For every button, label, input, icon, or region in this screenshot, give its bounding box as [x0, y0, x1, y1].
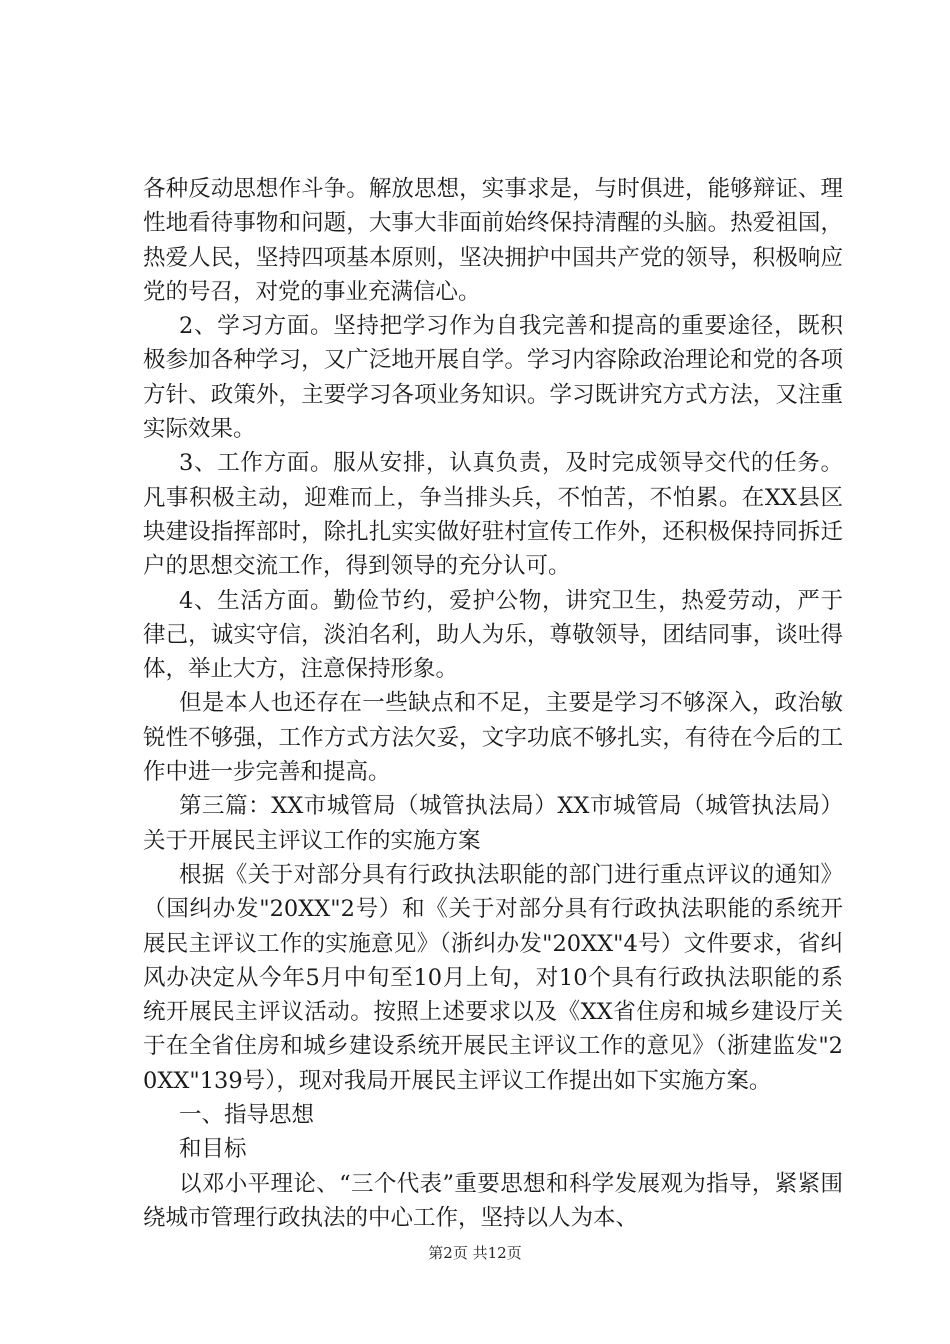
paragraph: 根据《关于对部分具有行政执法职能的部门进行重点评议的通知》（国纠办发"20XX"2号）和《关于对部分具有行政执法职能的系统开展民主评议工作的实施意见》（浙纠办发"20XX"4号）文件要求，省纠风办决定从今年5月中旬至10月上旬，对10个具有行政执法职能的系统开展民主评议活动。按照上述要求以及《XX省住房和城乡建设厅关于在全省住房和城乡建设系统开展民主评议工作的意见》（浙建监发"20XX"139号），现对我局开展民主评议工作提出如下实施方案。	[143, 861, 843, 1094]
paragraph: 2、学习方面。坚持把学习作为自我完善和提高的重要途径，既积极参加各种学习，又广泛地开展自学。学习内容除政治理论和党的各项方针、政策外，主要学习各项业务知识。学习既讲究方式方法，又注重实际效果。	[143, 313, 843, 443]
subheading: 一、指导思想	[179, 1102, 315, 1129]
paragraph: 各种反动思想作斗争。解放思想，实事求是，与时俱进，能够辩证、理性地看待事物和问题，大事大非面前始终保持清醒的头脑。热爱祖国，热爱人民，坚持四项基本原则，坚决拥护中国共产党的领导，积极响应党的号召，对党的事业充满信心。	[143, 176, 843, 305]
section-heading: 第三篇：XX市城管局（城管执法局）XX市城管局（城管执法局）关于开展民主评议工作的实施方案	[143, 793, 843, 854]
paragraph: 4、生活方面。勤俭节约，爱护公物，讲究卫生，热爱劳动，严于律己，诚实守信，淡泊名利，助人为乐，尊敬领导，团结同事，谈吐得体，举止大方，注意保持形象。	[143, 587, 843, 683]
document-body	[143, 172, 843, 1235]
subheading-continuation: 和目标	[179, 1136, 247, 1163]
paragraph: 但是本人也还存在一些缺点和不足，主要是学习不够深入，政治敏锐性不够强，工作方式方法欠妥，文字功底不够扎实，有待在今后的工作中进一步完善和提高。	[143, 690, 843, 786]
paragraph: 3、工作方面。服从安排，认真负责，及时完成领导交代的任务。凡事积极主动，迎难而上，争当排头兵，不怕苦，不怕累。在XX县区块建设指挥部时，除扎扎实实做好驻村宣传工作外，还积极保持同拆迁户的思想交流工作，得到领导的充分认可。	[143, 450, 843, 580]
paragraph: 以邓小平理论、“三个代表”重要思想和科学发展观为指导，紧紧围绕城市管理行政执法的中心工作，坚持以人为本、	[143, 1170, 843, 1231]
page-number-footer: 第2页 共12页	[428, 1244, 522, 1262]
